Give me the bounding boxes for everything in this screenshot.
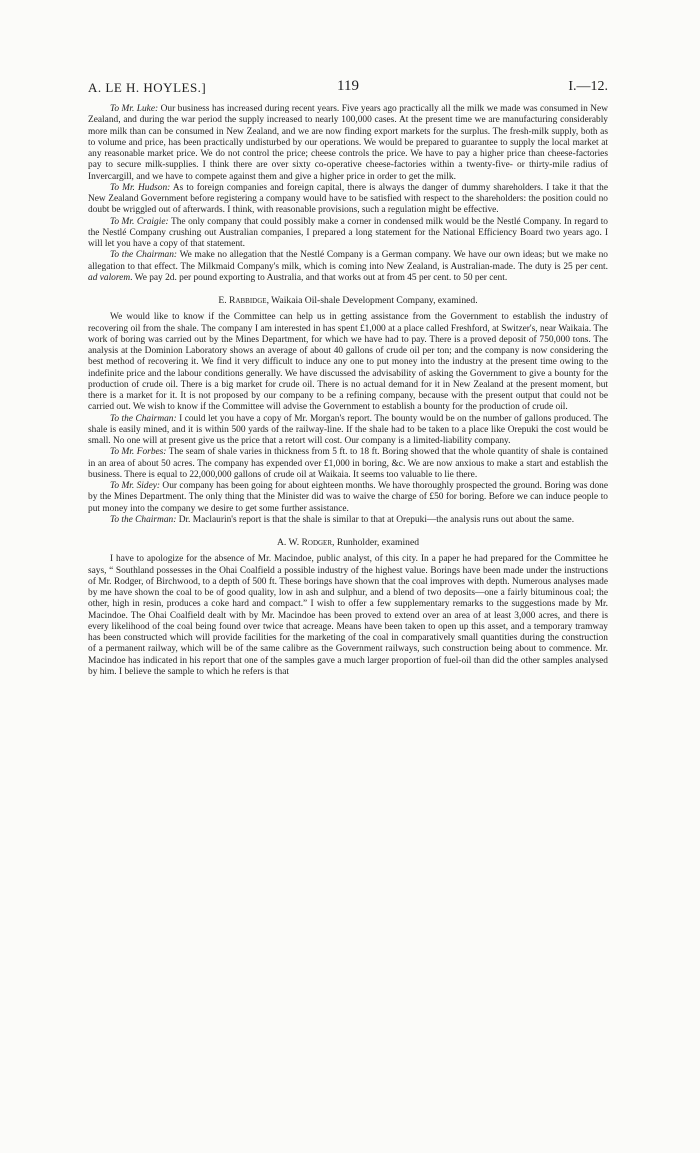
witness-heading	[88, 295, 608, 306]
document-body	[88, 104, 608, 678]
paragraph	[88, 250, 608, 284]
paragraph-text: Dr. Maclaurin's report is that the shale is similar to that at Orepuki—the analysis runs out about the same.	[176, 514, 575, 525]
paragraph	[88, 183, 608, 217]
paragraph	[88, 481, 608, 515]
paragraph-text: I have to apologize for the absence of Mr. Macindoe, public analyst, of this city. In a paper he had prepared for the Committee he says, “ Southland possesses in the Ohai Coalfield a possible industry of the highest value. Borings have been made under the instructions of Mr. Rodger, of Birchwood, to a depth of 500 ft. These borings have shown that the coal improves with depth. Numerous analyses made by me have shown the coal to be of good quality, low in ash and sulphur, and a blend of two deposits—one a fairly bituminous coal; the other, high in resin, produces a coke hard and compact.” I wish to offer a few supplementary remarks to the suggestions made by Mr. Macindoe. The Ohai Coalfield dealt with by Mr. Macindoe has been proved to extend over an area of at least 3,000 acres, and there is every likelihood of the coal being found over twice that acreage. Means have been taken to open up this asset, and a temporary tramway has been constructed which will provide facilities for the marketing of the coal in comparatively small quantities during the construction of a permanent railway, which will be of the same calibre as the Government railways, such construction being about to commence. Mr. Macindoe has indicated in his report that one of the samples gave a much larger proportion of fuel-oil than did the other samples analysed by him. I believe the sample to which he refers is that	[88, 554, 608, 677]
page-header	[88, 78, 608, 100]
page-number: 119	[337, 78, 359, 94]
paragraph-text: I could let you have a copy of Mr. Morgan's report. The bounty would be on the number of gallons produced. The shale is easily mined, and it is within 500 yards of the railway-line. If the shale had to be taken to a place like Orepuki the cost would be small. No one will at present give us the price that a retort will cost. Our company is a limited-liability company.	[88, 413, 608, 446]
paragraph-text: . We pay 2d. per pound exporting to Australia, and that works out at from 45 per cent. to 50 per cent.	[130, 272, 508, 283]
paragraph	[88, 312, 608, 413]
paragraph	[88, 447, 608, 481]
witness-heading	[88, 537, 608, 548]
paragraph	[88, 104, 608, 183]
paragraph-text: Our company has been going for about eighteen months. We have thoroughly prospected the ground. Boring was done by the Mines Department. The only thing that the Minister did was to waive the charge of £50 for boring. Before we can induce people to put money into the company we desire to get some further assistance.	[88, 481, 608, 514]
witness-description: , Runholder, examined	[332, 537, 420, 548]
witness-name: E. Rabbidge	[218, 295, 267, 306]
paragraph-text: The seam of shale varies in thickness from 5 ft. to 18 ft. Boring showed that the whole quantity of shale is contained in an area of about 50 acres. The company has expended over £1,000 in boring, &c. We are now anxious to make a start and establish the business. There is equal to 22,000,000 gallons of crude oil at Waikaia. It seems too valuable to lie there.	[88, 447, 608, 480]
speaker-label: To Mr. Sidey:	[110, 481, 161, 491]
witness-name: A. W. Rodger	[276, 537, 333, 548]
paragraph-text: We make no allegation that the Nestlé Company is a German company. We have our own ideas; but we make no allegation to that effect. The Milkmaid Company's milk, which is coming into New Zealand, is Australian-made. The duty is 25 per cent.	[88, 250, 608, 272]
speaker-label: To the Chairman:	[110, 413, 177, 424]
header-author: A. LE H. HOYLES.]	[88, 80, 207, 95]
speaker-label: To the Chairman:	[110, 514, 177, 525]
paragraph-text: As to foreign companies and foreign capital, there is always the danger of dummy shareholders. I take it that the New Zealand Government before registering a company would have to be satisfied with respect to the shareholders: the position could no doubt be wriggled out of afterwards. I think, with reasonable provisions, such a regulation might be effective.	[88, 182, 608, 216]
paragraph	[88, 217, 608, 251]
speaker-label: To Mr. Luke:	[110, 104, 159, 114]
paragraph	[88, 414, 608, 448]
speaker-label: To Mr. Forbes:	[110, 447, 167, 458]
paragraph-text: Our business has increased during recent years. Five years ago practically all the milk we made was consumed in New Zealand, and during the war period the supply increased to nearly 100,000 cases. At the present time we are manufacturing considerably more milk than can be consumed in New Zealand, and we are now finding export markets for the surplus. The fresh-milk supply, both as to volume and price, has been practically undisturbed by our operations. We would be prepared to guarantee to supply the local market at any reasonable market price. We do not control the price; cheese controls the price. We have to pay a higher price than cheese-factories pay to secure milk-supplies. I think there are over sixty co-operative cheese-factories within a twenty-five- or thirty-mile radius of Invercargill, and we have to compete against them and give a higher price in order to get the milk.	[88, 104, 608, 182]
paragraph	[88, 554, 608, 678]
speaker-label: To Mr. Hudson:	[110, 182, 171, 193]
speaker-label: To Mr. Craigie:	[110, 216, 169, 227]
latin-phrase: ad valorem	[88, 272, 131, 283]
paragraph	[88, 515, 608, 526]
speaker-label: To the Chairman:	[110, 250, 178, 261]
paragraph-text: We would like to know if the Committee can help us in getting assistance from the Government to establish the industry of recovering oil from the shale. The company I am interested in has spent £1,000 at a place called Freshford, at Switzer's, near Waikaia. The work of boring was carried out by the Mines Department, for which we have had to pay. There is a proved deposit of 750,000 tons. The analysis at the Dominion Laboratory shows an average of about 40 gallons of crude oil per ton; and the company is now considering the best method of recovering it. We find it very difficult to induce any one to put money into the industry at the present time owing to the indefinite price and the labour conditions generally. We have discussed the advisability of asking the Government to give a bounty for the production of crude oil. There is a big market for crude oil. There is no actual demand for it in New Zealand at the present moment, but there is a market for it. It is not proposed by our company to be a refining company, because with the present output that could not be carried out. We wish to know if the Committee will advise the Government to establish a bounty for the production of crude oil.	[88, 312, 608, 413]
paragraph-text: The only company that could possibly make a corner in condensed milk would be the Nestlé Company. In regard to the Nestlé Company crushing out Australian companies, I prepared a long statement for the National Efficiency Board two years ago. I will let you have a copy of that statement.	[88, 216, 608, 249]
witness-description: , Waikaia Oil-shale Development Company, examined.	[266, 295, 478, 306]
document-reference: I.—12.	[568, 79, 608, 94]
